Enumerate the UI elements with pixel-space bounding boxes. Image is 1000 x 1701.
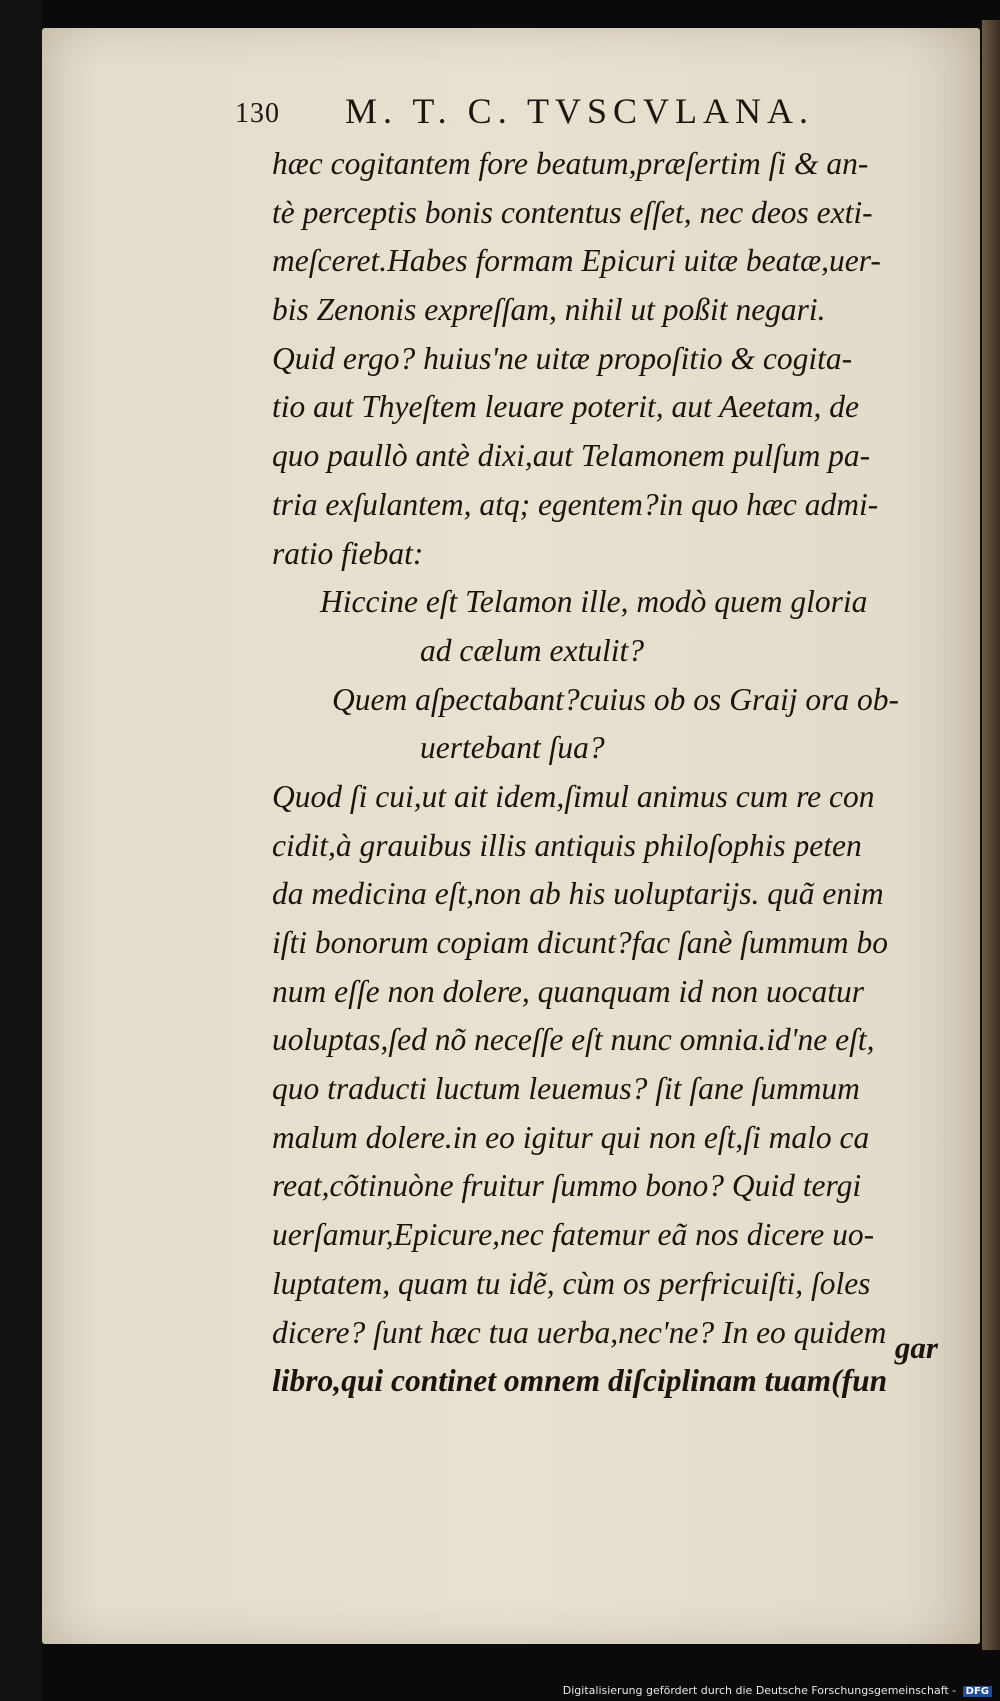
- text-line: cidit,à grauibus illis antiquis philoſophis peten: [272, 827, 862, 863]
- verse-line: Hiccine eſt Telamon ille, modò quem gloria: [320, 584, 868, 620]
- page-number: 130: [235, 98, 280, 129]
- digitization-credit: [563, 1684, 992, 1697]
- text-line: reat,cõtinuòne fruitur ſummo bono? Quid tergi: [272, 1168, 862, 1204]
- text-line: da medicina eſt,non ab his uoluptarijs. quã enim: [272, 876, 884, 912]
- verse-line: Quem aſpectabant?cuius ob os Graij ora ob-: [332, 681, 899, 717]
- text-block: [272, 140, 942, 1406]
- text-line: tria exſulantem, atq; egentem?in quo hæc admi-: [272, 486, 879, 522]
- dfg-logo: DFG: [963, 1686, 992, 1697]
- text-line: uoluptas,ſed nõ neceſſe eſt nunc omnia.id'ne eſt,: [272, 1022, 875, 1058]
- credit-text: Digitalisierung gefördert durch die Deutsche Forschungsgemeinschaft -: [562, 1684, 957, 1697]
- catchword: gar: [894, 1330, 938, 1365]
- verse-line: ad cælum extulit?: [420, 632, 644, 668]
- verse-line: uertebant ſua?: [420, 730, 605, 766]
- page-edge-right: [982, 20, 1000, 1650]
- text-line: Quod ſi cui,ut ait idem,ſimul animus cum re con: [272, 778, 875, 814]
- running-head: [235, 90, 955, 136]
- text-line: ratio fiebat:: [272, 535, 424, 571]
- text-line: uerſamur,Epicure,nec fatemur eã nos dicere uo-: [272, 1217, 875, 1253]
- text-line: dicere? ſunt hæc tua uerba,nec'ne? In eo quidem: [272, 1314, 887, 1350]
- text-line: bis Zenonis expreſſam, nihil ut poßit negari.: [272, 292, 826, 328]
- text-line: quo traducti luctum leuemus? ſit ſane ſummum: [272, 1071, 860, 1107]
- text-line: quo paullò antè dixi,aut Telamonem pulſum pa-: [272, 438, 871, 474]
- text-line: luptatem, quam tu idẽ, cùm os perfricuiſti, ſoles: [272, 1265, 871, 1301]
- text-line: tio aut Thyeſtem leuare poterit, aut Aeetam, de: [272, 389, 860, 425]
- text-line: tè perceptis bonis contentus eſſet, nec deos exti-: [272, 194, 873, 230]
- running-title: M. T. C. TVSCVLANA.: [345, 91, 815, 131]
- text-line: iſti bonorum copiam dicunt?fac ſanè ſummum bo: [272, 925, 888, 960]
- text-line: libro,qui continet omnem diſciplinam tuam(fun: [272, 1363, 888, 1399]
- text-line: Quid ergo? huius'ne uitæ propoſitio & cogita-: [272, 340, 853, 376]
- text-line: meſceret.Habes formam Epicuri uitæ beatæ,uer-: [272, 243, 881, 279]
- text-line: hæc cogitantem fore beatum,præſertim ſi & an-: [272, 146, 869, 181]
- text-line: num eſſe non dolere, quanquam id non uocatur: [272, 973, 865, 1009]
- text-line: malum dolere.in eo igitur qui non eſt,ſi malo ca: [272, 1119, 870, 1155]
- left-margin-shadow: [0, 0, 42, 1701]
